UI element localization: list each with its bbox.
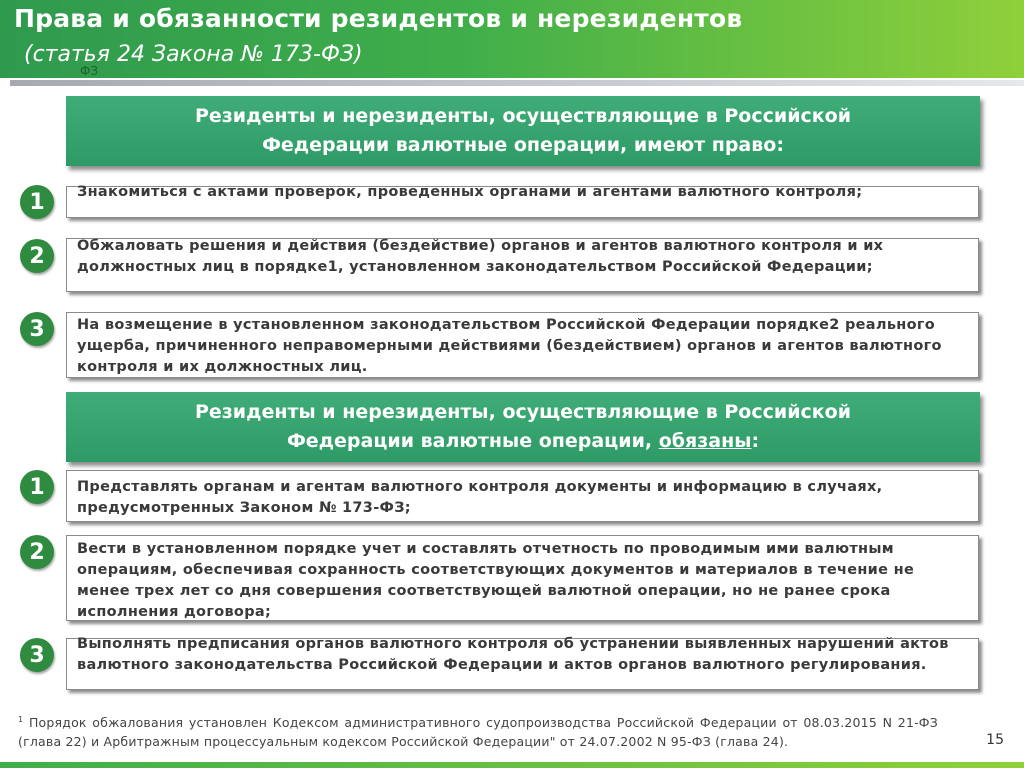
- duties-item-3: [66, 638, 979, 690]
- duties-heading-line2-pre: Федерации валютные операции,: [286, 430, 659, 452]
- duties-heading-line2: [287, 427, 759, 456]
- title-divider: [10, 80, 1024, 86]
- duties-item-3-text: Выполнять предписания органов валютного контроля об устранении выявленных нарушений актов валютного законодательства Российской Федерации и актов органов валютного регулирования.: [77, 636, 949, 673]
- duties-heading-line1: Резиденты и нерезиденты, осуществляющие в Российской: [194, 401, 852, 423]
- rights-number-2-badge: 2: [20, 239, 54, 273]
- rights-heading-line2: Федерации валютные операции, имеют право:: [262, 134, 784, 156]
- page-title: Права и обязанности резидентов и нерезидентов: [14, 4, 743, 33]
- rights-item-2-text: Обжаловать решения и действия (бездействие) органов и агентов валютного контроля и их должностных лиц в порядке1, установленном законодательством Российской Федерации;: [77, 238, 884, 275]
- subtitle-overflow: ФЗ: [80, 64, 99, 78]
- rights-heading: [66, 96, 980, 166]
- duties-number-1-badge: 1: [20, 470, 54, 504]
- bottom-divider: [0, 762, 1024, 768]
- rights-item-2: [66, 238, 979, 292]
- duties-item-2-text: Вести в установленном порядке учет и составлять отчетность по проводимым ими валютным операциям, обеспечивая сохранность соответствующих документов и материалов в течение не менее трех лет со дня совершения соответствующей валютной операции, но не ранее срока исполнения договора;: [77, 541, 915, 620]
- duties-heading-obliged: обязаны: [658, 430, 752, 452]
- rights-number-1-badge: 1: [20, 185, 54, 219]
- footnote-text: Порядок обжалования установлен Кодексом административного судопроизводства Российской Федерации от 08.03.2015 N 21-ФЗ (глава 22) и Арбитражным процессуальным кодексом Российской Федерации" от 24.07.2002 N 95-ФЗ (глава 24).: [18, 715, 938, 750]
- duties-heading: [66, 392, 980, 462]
- title-bar: [0, 0, 1024, 78]
- duties-heading-line2-post: :: [751, 430, 760, 452]
- duties-item-1-text: Представлять органам и агентам валютного контроля документы и информацию в случаях, предусмотренных Законом № 173-ФЗ;: [77, 479, 883, 516]
- rights-item-3: [66, 312, 979, 378]
- page-subtitle: (статья 24 Закона № 173-ФЗ): [24, 42, 363, 67]
- rights-number-3-badge: 3: [20, 312, 54, 346]
- duties-number-3-badge: 3: [20, 638, 54, 672]
- rights-item-3-text: На возмещение в установленном законодательством Российской Федерации порядке2 реального ущерба, причиненного неправомерными действиями (бездействием) органов и агентов валютного контроля и их должностных лиц.: [77, 317, 942, 375]
- page-number: 15: [986, 732, 1004, 748]
- footnote-marker: 1: [18, 715, 24, 724]
- rights-heading-line1: Резиденты и нерезиденты, осуществляющие в Российской: [194, 105, 852, 127]
- rights-item-1-text: Знакомиться с актами проверок, проведенных органами и агентами валютного контроля;: [77, 184, 863, 200]
- duties-item-2: [66, 535, 979, 621]
- rights-item-1: [66, 186, 979, 218]
- duties-item-1: [66, 470, 979, 522]
- footnote: [18, 710, 938, 751]
- duties-number-2-badge: 2: [20, 535, 54, 569]
